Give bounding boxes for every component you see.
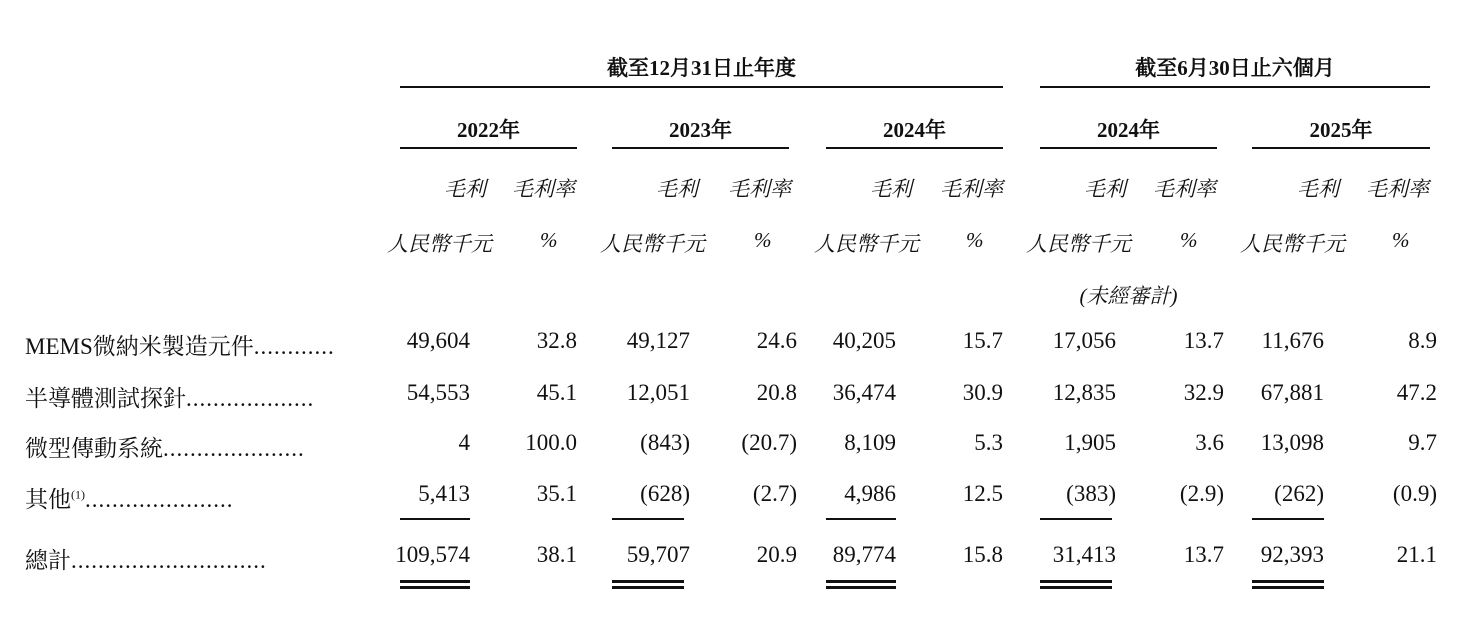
year-rule-2023 — [612, 147, 789, 149]
col-header-gross-profit: 毛利 — [656, 177, 698, 201]
cell-gross-profit: 59,707 — [626, 542, 690, 567]
cell-gross-profit: (628) — [640, 481, 690, 506]
row-label-others — [25, 481, 234, 514]
cell-gross-profit: 4 — [458, 430, 470, 455]
cell-margin: 47.2 — [1396, 380, 1437, 405]
cell-margin: 38.1 — [536, 542, 577, 567]
subtotal-rule — [826, 518, 896, 520]
cell-gross-profit: 5,413 — [418, 481, 470, 506]
col-header-gross-profit: 毛利 — [444, 177, 486, 201]
unit-rmb: 人民幣千元 — [600, 232, 705, 256]
cell-gross-profit: 49,127 — [626, 328, 690, 353]
cell-gross-profit: 12,835 — [1052, 380, 1116, 405]
year-rule-2024-interim — [1040, 147, 1217, 149]
total-double-rule — [400, 586, 470, 589]
year-rule-2024 — [826, 147, 1003, 149]
leader-dots: ..................... — [163, 436, 305, 461]
cell-gross-profit: 89,774 — [832, 542, 896, 567]
unaudited-note: (未經審計) — [1079, 284, 1178, 308]
subtotal-rule — [400, 518, 470, 520]
col-header-margin: 毛利率 — [940, 177, 1003, 201]
row-label-text: 半導體測試探針 — [25, 386, 186, 411]
period-header-six-months: 截至6月30日止六個月 — [1135, 56, 1335, 80]
cell-gross-profit: 11,676 — [1261, 328, 1324, 353]
cell-margin: (2.7) — [752, 481, 797, 506]
row-label-text: 微型傳動系統 — [25, 436, 163, 461]
unit-rmb: 人民幣千元 — [387, 232, 492, 256]
cell-margin: 24.6 — [756, 328, 797, 353]
cell-gross-profit: 40,205 — [832, 328, 896, 353]
row-label-micro-drive — [25, 430, 305, 463]
leader-dots: ............................. — [71, 548, 267, 573]
cell-margin: 5.3 — [974, 430, 1003, 455]
cell-gross-profit: (262) — [1274, 481, 1324, 506]
leader-dots: ................... — [186, 386, 315, 411]
cell-margin: 13.7 — [1183, 542, 1224, 567]
row-label-mems — [25, 328, 335, 361]
cell-margin: (2.9) — [1179, 481, 1224, 506]
cell-gross-profit: (383) — [1066, 481, 1116, 506]
unit-pct: % — [966, 228, 984, 252]
col-header-gross-profit: 毛利 — [1297, 177, 1339, 201]
cell-margin: 8.9 — [1408, 328, 1437, 353]
cell-margin: 13.7 — [1183, 328, 1224, 353]
cell-margin: 3.6 — [1195, 430, 1224, 455]
cell-gross-profit: 12,051 — [626, 380, 690, 405]
cell-gross-profit: 13,098 — [1260, 430, 1324, 455]
cell-margin: 45.1 — [536, 380, 577, 405]
cell-gross-profit: 36,474 — [832, 380, 896, 405]
cell-margin: 15.8 — [962, 542, 1003, 567]
cell-gross-profit: 92,393 — [1260, 542, 1324, 567]
cell-margin: 15.7 — [962, 328, 1003, 353]
col-header-gross-profit: 毛利 — [870, 177, 912, 201]
col-header-margin: 毛利率 — [728, 177, 791, 201]
cell-margin: 12.5 — [962, 481, 1003, 506]
subtotal-rule — [1252, 518, 1324, 520]
year-rule-2022 — [400, 147, 577, 149]
cell-gross-profit: (843) — [640, 430, 690, 455]
total-double-rule — [826, 580, 896, 583]
total-double-rule — [1040, 586, 1112, 589]
cell-gross-profit: 8,109 — [844, 430, 896, 455]
unit-pct: % — [1392, 228, 1410, 252]
cell-margin: 30.9 — [962, 380, 1003, 405]
cell-gross-profit: 17,056 — [1052, 328, 1116, 353]
cell-gross-profit: 49,604 — [406, 328, 470, 353]
leader-dots: ............ — [253, 334, 335, 359]
unit-rmb: 人民幣千元 — [1026, 232, 1131, 256]
cell-margin: 35.1 — [536, 481, 577, 506]
cell-margin: 9.7 — [1408, 430, 1437, 455]
cell-margin: (20.7) — [741, 430, 797, 455]
cell-margin: 20.9 — [756, 542, 797, 567]
period-rule-six-months — [1040, 86, 1430, 88]
cell-gross-profit: 4,986 — [844, 481, 896, 506]
total-double-rule — [1252, 586, 1324, 589]
cell-margin: 32.9 — [1183, 380, 1224, 405]
year-header-2024-interim: 2024年 — [1097, 118, 1160, 142]
footnote-marker: (1) — [71, 487, 85, 502]
cell-gross-profit: 67,881 — [1260, 380, 1324, 405]
col-header-margin: 毛利率 — [512, 177, 575, 201]
unit-rmb: 人民幣千元 — [1240, 232, 1345, 256]
cell-margin: 32.8 — [536, 328, 577, 353]
total-double-rule — [612, 586, 684, 589]
cell-gross-profit: 1,905 — [1064, 430, 1116, 455]
year-header-2025: 2025年 — [1309, 118, 1373, 142]
total-double-rule — [1252, 580, 1324, 583]
year-header-2023: 2023年 — [669, 118, 732, 142]
total-double-rule — [612, 580, 684, 583]
row-label-text: MEMS微納米製造元件 — [25, 334, 254, 359]
subtotal-rule — [1040, 518, 1112, 520]
year-rule-2025 — [1252, 147, 1430, 149]
cell-margin: 21.1 — [1396, 542, 1437, 567]
cell-gross-profit: 54,553 — [406, 380, 470, 405]
year-header-2024: 2024年 — [883, 118, 946, 142]
unit-pct: % — [754, 228, 772, 252]
col-header-margin: 毛利率 — [1366, 177, 1429, 201]
row-label-total — [25, 542, 267, 575]
cell-gross-profit: 109,574 — [395, 542, 470, 567]
row-label-probes — [25, 380, 314, 413]
unit-rmb: 人民幣千元 — [814, 232, 919, 256]
cell-margin: 100.0 — [525, 430, 577, 455]
period-header-annual: 截至12月31日止年度 — [607, 56, 796, 80]
cell-gross-profit: 31,413 — [1052, 542, 1116, 567]
subtotal-rule — [612, 518, 684, 520]
col-header-gross-profit: 毛利 — [1084, 177, 1126, 201]
leader-dots: ...................... — [85, 487, 234, 512]
total-double-rule — [400, 580, 470, 583]
col-header-margin: 毛利率 — [1153, 177, 1216, 201]
cell-margin: (0.9) — [1392, 481, 1437, 506]
total-double-rule — [1040, 580, 1112, 583]
unit-pct: % — [1180, 228, 1198, 252]
total-double-rule — [826, 586, 896, 589]
row-label-text: 其他 — [25, 487, 71, 512]
cell-margin: 20.8 — [756, 380, 797, 405]
year-header-2022: 2022年 — [457, 118, 520, 142]
row-label-text: 總計 — [25, 548, 71, 573]
unit-pct: % — [540, 228, 558, 252]
period-rule-annual — [400, 86, 1003, 88]
